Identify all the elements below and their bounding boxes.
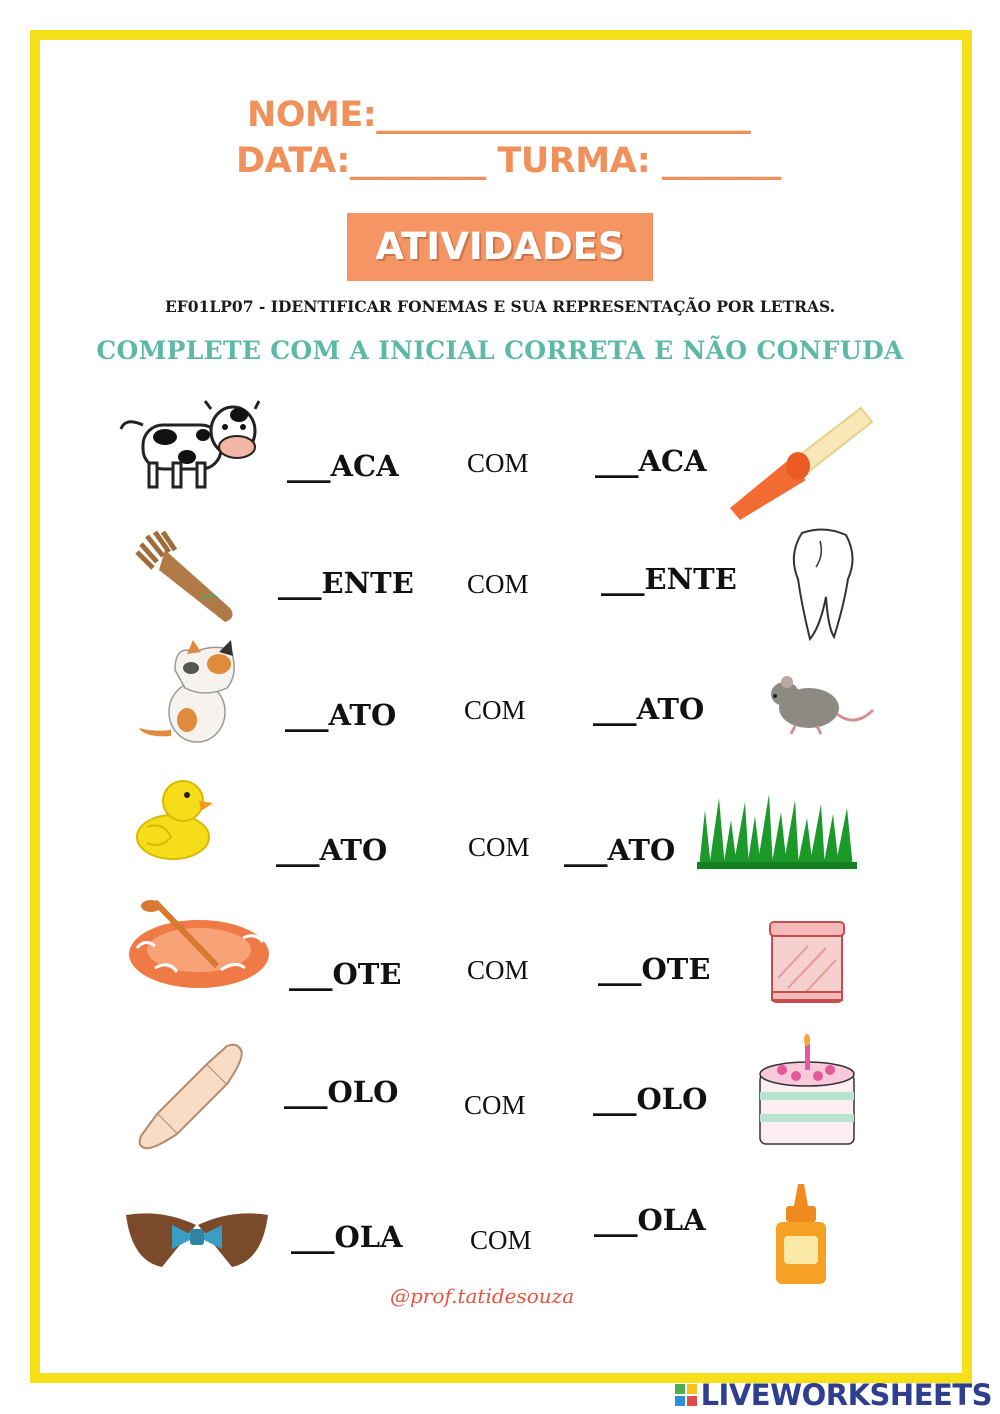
skill-code: EF01LP07 - IDENTIFICAR FONEMAS E SUA REPRESENTAÇÃO POR LETRAS. bbox=[164, 297, 836, 316]
liveworksheets-logo[interactable] bbox=[675, 1378, 992, 1412]
rat-icon bbox=[765, 670, 875, 738]
row1-right-word: ___ACA bbox=[595, 444, 707, 478]
comb-icon bbox=[135, 530, 240, 628]
row2-right-word: ___ENTE bbox=[601, 562, 737, 596]
row2-left-word: ___ENTE bbox=[278, 566, 414, 600]
tooth-icon bbox=[790, 527, 858, 642]
author-signature: @prof.tatidesouza bbox=[390, 1284, 575, 1308]
row6-connector: COM bbox=[464, 1090, 526, 1120]
collar-icon bbox=[122, 1205, 272, 1273]
grass-icon bbox=[695, 790, 860, 870]
row4-left-word: ___ATO bbox=[276, 833, 388, 867]
row2-connector: COM bbox=[467, 569, 529, 599]
row1-connector: COM bbox=[467, 448, 529, 478]
row1-left-word: ___ACA bbox=[287, 449, 399, 483]
row5-left-word: ___OTE bbox=[289, 957, 402, 991]
logo-text: LIVEWORKSHEETS bbox=[700, 1378, 992, 1412]
bowl-icon bbox=[125, 898, 275, 994]
knife-icon bbox=[726, 400, 876, 522]
row3-left-word: ___ATO bbox=[285, 698, 397, 732]
jar-icon bbox=[768, 918, 846, 1008]
name-line: NOME:______________________ bbox=[247, 95, 751, 135]
logo-icon bbox=[675, 1384, 697, 1406]
row7-left-word: ___OLA bbox=[291, 1220, 403, 1254]
instruction: COMPLETE COM A INICIAL CORRETA E NÃO CONFUDA bbox=[96, 336, 904, 365]
cat-icon bbox=[135, 640, 245, 745]
row4-right-word: ___ATO bbox=[564, 833, 676, 867]
row3-connector: COM bbox=[464, 695, 526, 725]
cake-icon bbox=[752, 1030, 862, 1148]
row7-connector: COM bbox=[470, 1225, 532, 1255]
duck-icon bbox=[133, 775, 215, 863]
glue-icon bbox=[770, 1180, 832, 1288]
row5-connector: COM bbox=[467, 955, 529, 985]
row6-left-word: ___OLO bbox=[284, 1075, 399, 1109]
rolling-pin-icon bbox=[135, 1042, 247, 1152]
date-class-line: DATA:________ TURMA: _______ bbox=[236, 141, 781, 181]
row4-connector: COM bbox=[468, 832, 530, 862]
row6-right-word: ___OLO bbox=[593, 1082, 708, 1116]
row5-right-word: ___OTE bbox=[598, 952, 711, 986]
row7-right-word: ___OLA bbox=[594, 1203, 706, 1237]
row3-right-word: ___ATO bbox=[593, 692, 705, 726]
activities-banner: ATIVIDADES bbox=[347, 213, 653, 281]
cow-icon bbox=[115, 395, 260, 495]
